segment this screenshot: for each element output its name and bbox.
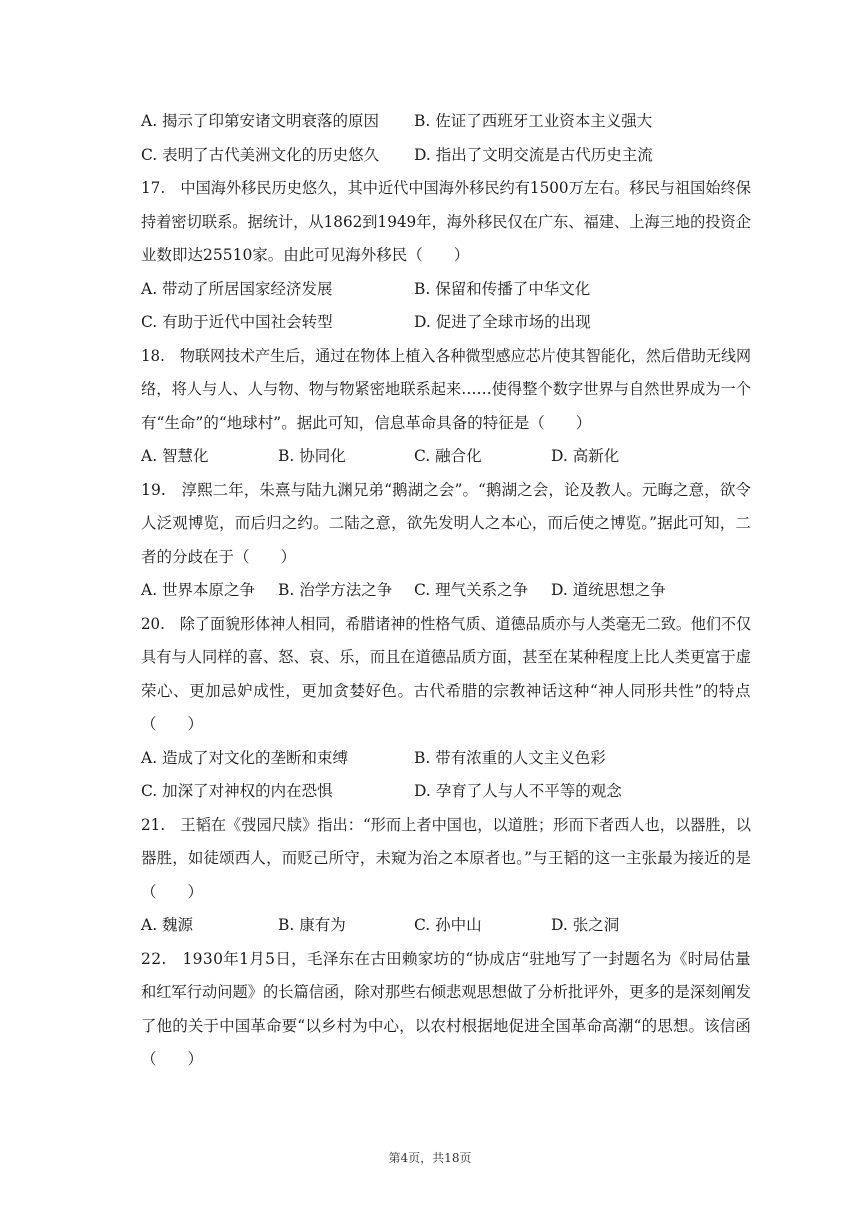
question-text-line bbox=[141, 479, 751, 501]
question-text-line bbox=[141, 211, 751, 233]
question-text-line bbox=[141, 1015, 751, 1037]
answer-option: C. 理气关系之争 bbox=[414, 581, 529, 599]
question-text-line bbox=[141, 814, 751, 836]
question-text-line bbox=[141, 177, 751, 199]
answer-option: B. 保留和传播了中华文化 bbox=[414, 279, 591, 298]
question-text: 络，将人与人、人与物、物与物紧密地联系起来……使得整个数字世界与自然世界成为一个 bbox=[141, 380, 751, 398]
question-text-line bbox=[141, 713, 751, 735]
answer-option: A. 揭示了印第安诸文明衰落的原因 bbox=[141, 112, 380, 130]
answer-option: C. 融合化 bbox=[414, 447, 482, 465]
answer-option: A. 世界本原之争 bbox=[141, 581, 256, 599]
question-text: （ ） bbox=[141, 882, 204, 901]
question-text: 人泛观博览，而后归之约。二陆之意，欲先发明人之本心，而后使之博览。”据此可知，二 bbox=[141, 514, 751, 532]
answer-option: C. 孙中山 bbox=[414, 916, 482, 934]
answer-option: D. 高新化 bbox=[551, 447, 620, 465]
question-text-line bbox=[141, 847, 751, 869]
question-text: 和红军行动问题》的长篇信函，除对那些右倾悲观思想做了分析批评外，更多的是深刻阐发 bbox=[141, 983, 751, 1001]
question-text: 有“生命”的“地球村”。据此可知，信息革命具备的特征是（ ） bbox=[141, 413, 592, 432]
question-text: 业数即达25510家。由此可见海外移民（ ） bbox=[141, 246, 470, 264]
question-text-line bbox=[141, 345, 751, 367]
question-text-line bbox=[141, 981, 751, 1003]
answer-option: B. 治学方法之争 bbox=[278, 581, 393, 599]
question-text: 19. 淳熙二年，朱熹与陆九渊兄弟“鹅湖之会”。“鹅湖之会，论及教人。元晦之意，欲令 bbox=[141, 480, 751, 499]
answer-option: A. 魏源 bbox=[141, 916, 194, 934]
answer-option: B. 佐证了西班牙工业资本主义强大 bbox=[414, 112, 653, 130]
question-text-line bbox=[141, 378, 751, 400]
question-text-line bbox=[141, 680, 751, 702]
answer-option: D. 道统思想之争 bbox=[551, 581, 666, 599]
answer-option: D. 促进了全球市场的出现 bbox=[414, 313, 591, 331]
question-text: 22. 1930年1月5日，毛泽东在古田赖家坊的“协成店“驻地写了一封题名为《时局估量 bbox=[141, 949, 751, 968]
answer-option: A. 智慧化 bbox=[141, 447, 209, 465]
answer-options-row bbox=[141, 311, 751, 333]
answer-option: A. 带动了所居国家经济发展 bbox=[141, 279, 333, 298]
answer-options-row bbox=[141, 110, 751, 132]
answer-options-row bbox=[141, 445, 751, 467]
question-text: 了他的关于中国革命要“以乡村为中心，以农村根据地促进全国革命高潮“的思想。该信函 bbox=[141, 1016, 752, 1035]
question-text: 荣心、更加忌妒成性，更加贪婪好色。古代希腊的宗教神话这种“神人同形共性”的特点 bbox=[141, 681, 751, 700]
answer-option: B. 协同化 bbox=[278, 447, 346, 465]
answer-options-row bbox=[141, 579, 751, 601]
answer-option: C. 表明了古代美洲文化的历史悠久 bbox=[141, 145, 380, 164]
answer-option: D. 指出了文明交流是古代历史主流 bbox=[414, 145, 653, 164]
question-text: 者的分歧在于（ ） bbox=[141, 547, 297, 566]
question-text: 器胜，如徒颂西人，而贬己所守，未窥为治之本原者也。”与王韬的这一主张最为接近的是 bbox=[141, 849, 751, 867]
answer-option: D. 张之洞 bbox=[551, 916, 620, 934]
question-text-line bbox=[141, 412, 751, 434]
answer-option: B. 康有为 bbox=[278, 916, 346, 934]
question-text-line bbox=[141, 1048, 751, 1070]
answer-options-row bbox=[141, 278, 751, 300]
answer-option: C. 有助于近代中国社会转型 bbox=[141, 313, 333, 331]
question-text: 20. 除了面貌形体神人相同，希腊诸神的性格气质、道德品质亦与人类毫无二致。他们不仅 bbox=[141, 614, 752, 633]
question-text: （ ） bbox=[141, 715, 204, 733]
question-text-line bbox=[141, 546, 751, 568]
answer-option: C. 加深了对神权的内在恐惧 bbox=[141, 782, 333, 800]
question-text-line bbox=[141, 613, 751, 635]
question-text: 18. 物联网技术产生后，通过在物体上植入各种微型感应芯片使其智能化，然后借助无线网 bbox=[141, 346, 752, 365]
page-footer: 第4页，共18页 bbox=[388, 1151, 472, 1165]
answer-options-row bbox=[141, 144, 751, 166]
question-text-line bbox=[141, 244, 751, 266]
question-text-line bbox=[141, 881, 751, 903]
answer-option: D. 孕育了人与人不平等的观念 bbox=[414, 782, 622, 800]
answer-options-row bbox=[141, 747, 751, 769]
question-text-line bbox=[141, 948, 751, 970]
answer-options-row bbox=[141, 780, 751, 802]
question-text: 17. 中国海外移民历史悠久，其中近代中国海外移民约有1500万左右。移民与祖国始终保 bbox=[141, 179, 751, 197]
answer-options-row bbox=[141, 914, 751, 936]
question-text: （ ） bbox=[141, 1050, 204, 1068]
question-text: 持着密切联系。据统计，从1862到1949年，海外移民仅在广东、福建、上海三地的投资企 bbox=[141, 212, 751, 231]
answer-option: A. 造成了对文化的垄断和束缚 bbox=[141, 748, 349, 767]
question-text-line bbox=[141, 646, 751, 668]
answer-option: B. 带有浓重的人文主义色彩 bbox=[414, 748, 606, 767]
question-text-line bbox=[141, 512, 751, 534]
question-text: 具有与人同样的喜、怒、哀、乐，而且在道德品质方面，甚至在某种程度上比人类更富于虚 bbox=[141, 648, 751, 666]
question-text: 21. 王韬在《弢园尺牍》指出：“形而上者中国也，以道胜；形而下者西人也，以器胜，以 bbox=[141, 815, 752, 834]
